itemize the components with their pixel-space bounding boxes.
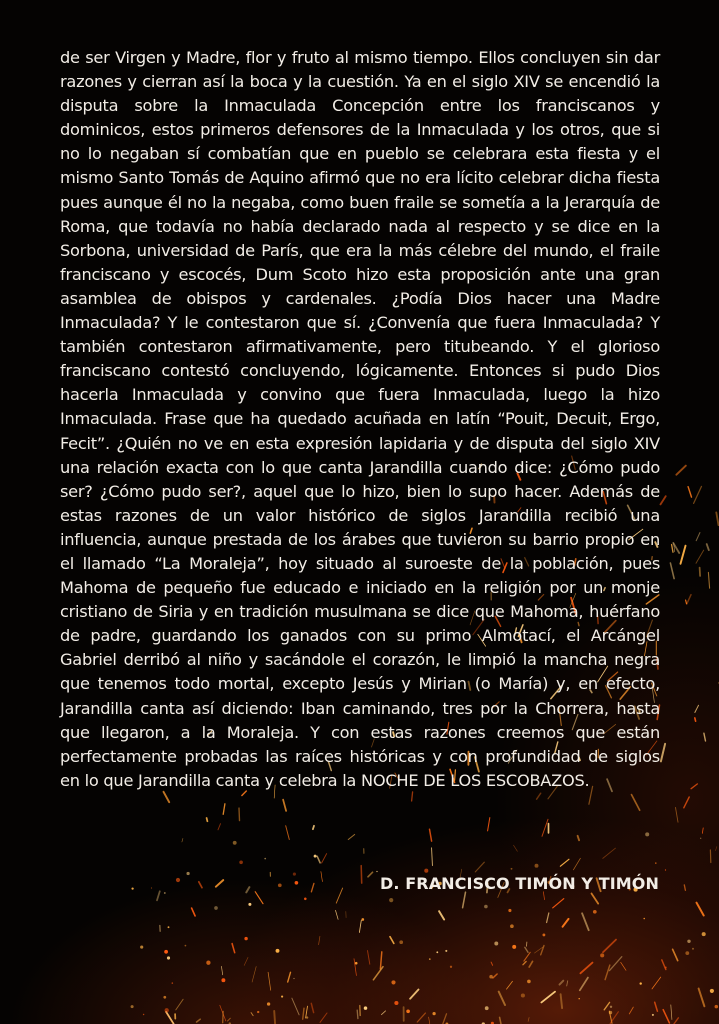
ember-spark (537, 793, 541, 799)
ember-spark (306, 1006, 308, 1018)
ember-glow-dot (172, 982, 173, 983)
ember-spark (348, 835, 354, 840)
ember-glow-dot (535, 864, 539, 868)
ember-glow-dot (665, 869, 666, 870)
ember-spark (410, 990, 418, 999)
ember-spark (695, 705, 699, 712)
ember-glow-dot (406, 1009, 410, 1013)
ember-glow-dot (508, 909, 511, 912)
ember-spark (246, 887, 249, 892)
ember-spark (542, 819, 548, 836)
ember-spark (176, 999, 183, 1010)
ember-glow-dot (643, 918, 645, 920)
ember-spark (192, 908, 196, 916)
ember-spark (311, 1003, 313, 1012)
ember-spark (691, 784, 697, 789)
ember-glow-dot (168, 926, 170, 928)
ember-spark (507, 981, 513, 989)
ember-glow-dot (221, 978, 225, 982)
ember-spark (560, 859, 569, 866)
ember-spark (670, 563, 674, 579)
ember-glow-dot (445, 950, 447, 952)
ember-spark (700, 568, 701, 576)
ember-spark (580, 963, 592, 974)
ember-glow-dot (484, 905, 488, 909)
ember-glow-dot (578, 998, 579, 999)
ember-spark (380, 952, 381, 969)
ember-glow-dot (293, 978, 294, 979)
ember-glow-dot (609, 1011, 612, 1014)
ember-glow-dot (429, 958, 431, 960)
ember-glow-dot (715, 1005, 719, 1009)
ember-spark (463, 892, 466, 908)
ember-spark (283, 800, 286, 811)
ember-glow-dot (665, 966, 667, 968)
ember-glow-dot (655, 862, 656, 863)
ember-spark (390, 937, 394, 944)
ember-glow-dot (233, 841, 237, 845)
ember-glow-dot (293, 873, 296, 876)
ember-spark (321, 872, 323, 882)
ember-spark (157, 891, 160, 900)
ember-spark (605, 965, 610, 980)
ember-spark (182, 838, 183, 842)
ember-glow-dot (248, 903, 251, 906)
ember-spark (632, 795, 640, 811)
ember-spark (603, 940, 616, 953)
ember-glow-dot (176, 878, 180, 882)
ember-spark (303, 1008, 304, 1019)
ember-spark (684, 797, 689, 808)
ember-glow-dot (281, 996, 283, 998)
ember-spark (716, 847, 717, 851)
ember-glow-dot (521, 993, 525, 997)
ember-spark (354, 959, 356, 976)
ember-spark (541, 946, 544, 955)
ember-glow-dot (700, 838, 701, 839)
ember-spark (663, 1010, 669, 1023)
ember-spark (661, 744, 665, 762)
ember-spark (629, 1007, 633, 1014)
ember-spark (239, 808, 240, 821)
ember-spark (688, 487, 691, 497)
ember-spark (368, 872, 373, 877)
ember-spark (288, 972, 291, 982)
ember-glow-dot (652, 1014, 654, 1016)
ember-glow-dot (364, 1006, 368, 1010)
ember-glow-dot (131, 1005, 134, 1008)
ember-spark (439, 911, 444, 919)
ember-glow-dot (165, 1008, 169, 1012)
ember-spark (523, 962, 526, 965)
ember-spark (704, 733, 706, 741)
ember-glow-dot (510, 924, 514, 928)
ember-glow-dot (306, 1016, 308, 1018)
ember-spark (676, 466, 685, 475)
ember-glow-dot (600, 953, 604, 957)
ember-glow-dot (257, 1011, 259, 1013)
ember-spark (336, 888, 342, 903)
ember-spark (412, 792, 413, 801)
ember-spark (681, 546, 686, 564)
ember-glow-dot (131, 887, 133, 889)
ember-spark (671, 1005, 672, 1020)
ember-glow-dot (214, 906, 218, 910)
ember-spark (443, 1014, 447, 1024)
ember-spark (164, 792, 170, 802)
ember-glow-dot (494, 942, 498, 946)
ember-spark (491, 962, 493, 965)
ember-spark (361, 866, 362, 884)
ember-spark (313, 826, 314, 829)
ember-spark (707, 544, 709, 550)
ember-spark (684, 885, 685, 890)
ember-spark (578, 836, 580, 841)
ember-glow-dot (399, 940, 403, 944)
ember-spark (547, 913, 549, 923)
ember-spark (528, 1018, 529, 1022)
ember-spark (216, 880, 223, 887)
ember-spark (674, 1018, 679, 1024)
ember-glow-dot (304, 898, 307, 901)
ember-spark (292, 998, 299, 1015)
ember-spark (500, 1017, 501, 1024)
ember-spark (166, 1012, 174, 1024)
ember-glow-dot (164, 892, 166, 894)
ember-spark (673, 949, 678, 960)
ember-glow-dot (376, 871, 377, 872)
ember-spark (319, 936, 320, 944)
ember-spark (255, 892, 263, 904)
ember-glow-dot (424, 869, 428, 873)
ember-glow-dot (685, 951, 689, 955)
ember-spark (317, 856, 320, 863)
ember-spark (357, 1010, 358, 1019)
author-signature: D. FRANCISCO TIMÓN Y TIMÓN (380, 874, 659, 893)
ember-spark (222, 966, 223, 975)
ember-glow-dot (355, 962, 358, 965)
ember-glow-dot (593, 910, 597, 914)
ember-spark (244, 957, 248, 965)
ember-spark (610, 957, 622, 971)
ember-glow-dot (267, 1002, 270, 1005)
ember-spark (672, 545, 673, 553)
ember-spark (336, 910, 339, 919)
ember-spark (223, 804, 225, 815)
ember-spark (567, 981, 568, 986)
ember-glow-dot (645, 832, 649, 836)
ember-spark (373, 967, 383, 980)
ember-glow-dot (512, 945, 516, 949)
ember-spark (560, 981, 564, 985)
ember-spark (488, 818, 490, 831)
ember-spark (603, 848, 616, 858)
ember-spark (661, 496, 666, 504)
ember-spark (207, 818, 208, 821)
ember-spark (529, 961, 532, 967)
ember-spark (563, 919, 569, 927)
ember-spark (417, 1013, 425, 1022)
ember-glow-dot (206, 961, 210, 965)
ember-glow-dot (361, 918, 364, 921)
ember-spark (687, 595, 691, 604)
ember-spark (359, 920, 361, 932)
ember-glow-dot (436, 951, 438, 953)
ember-glow-dot (186, 872, 189, 875)
ember-spark (524, 952, 530, 961)
ember-glow-dot (164, 950, 168, 954)
ember-glow-dot (140, 946, 143, 949)
ember-spark (251, 1013, 253, 1016)
ember-glow-dot (264, 858, 266, 860)
ember-spark (694, 486, 702, 503)
ember-spark (252, 967, 256, 983)
ember-spark (368, 951, 370, 965)
ember-glow-dot (432, 1012, 435, 1015)
ember-glow-dot (185, 945, 187, 947)
ember-glow-dot (278, 883, 282, 887)
ember-glow-dot (640, 982, 642, 984)
ember-spark (227, 1018, 230, 1021)
ember-spark (514, 845, 518, 851)
ember-spark (695, 718, 696, 721)
ember-spark (697, 903, 704, 916)
ember-spark (499, 992, 505, 1005)
ember-spark (716, 512, 718, 525)
ember-spark (696, 550, 704, 563)
ember-glow-dot (244, 937, 247, 940)
ember-glow-dot (295, 881, 299, 885)
ember-spark (232, 944, 235, 953)
ember-spark (592, 894, 599, 904)
ember-spark (197, 1019, 201, 1022)
ember-glow-dot (276, 949, 280, 953)
ember-spark (429, 1017, 430, 1024)
ember-glow-dot (151, 887, 152, 888)
ember-spark (621, 962, 626, 970)
ember-glow-dot (389, 898, 393, 902)
ember-spark (702, 828, 703, 833)
ember-spark (676, 808, 679, 823)
ember-spark (582, 913, 589, 930)
ember-spark (655, 1002, 658, 1011)
ember-glow-dot (239, 860, 243, 864)
ember-spark (311, 883, 314, 891)
article-body-text: de ser Virgen y Madre, flor y fruto al mismo tiempo. Ellos concluyen sin dar razones y cierran así la boca y la cuestión. Ya en el siglo XIV se encendió la disputa sobre la Inmaculada Concepción entre los franciscanos y dominicos, estos primeros defensores de la Inmaculada y los otros, que si no lo negaban sí combatían que en pueblo se celebrara esta fiesta y el mismo Santo Tomás de Aquino afirmó que no era lícito celebrar dicha fiesta pues aunque él no la negaba, como buen fraile se sometía a la Jerarquía de Roma, que todavía no había declarado nada al respecto y se dice en la Sorbona, universidad de París, que era la más célebre del mundo, el fraile franciscano y escocés, Dum Scoto hizo esta proposición ante una gran asamblea de obispos y cardenales. ¿Podía Dios hacer una Madre Inmaculada? Y le contestaron que sí. ¿Convenía que fuera Inmaculada? Y también contestaron afirmativamente, pero titubeando. Y el glorioso franciscano contestó concluyendo, lógicamente. Entonces si pudo Dios hacerla Inmaculada y convino que fuera Inmaculada, luego la hizo Inmaculada. Frase que ha quedado acuñada en latín “Pouit, Decuit, Ergo, Fecit”. ¿Quién no ve en esta expresión lapidaria y de disputa del siglo XIV una relación exacta con lo que canta Jarandilla cuando dice: ¿Cómo pudo ser? ¿Cómo pudo ser?, aquel que lo hizo, bien lo supo hacer. Además de estas razones de un valor histórico de siglos Jarandilla recibió una influencia, aunque prestada de los árabes que tuvieron su barrio propio en el llamado “La Moraleja”, hoy situado al suroeste de la población, pues Mahoma de pequeño fue educado e iniciado en la religión por un monje cristiano de Siria y en tradición musulmana se dice que Mahoma, huérfano de padre, guardando los ganados con su primo Almotací, el Arcángel Gabriel derribó al niño y sacándole el corazón, le limpió la mancha negra que tenemos todo mortal, excepto Jesús y Mirian (o María) y, en efecto, Jarandilla canta así diciendo: Iban caminando, tres por la Chorrera, hasta que llegaron, a la Moraleja. Y con estas razones creemos que están perfectamente probadas las raíces históricas y con profundidad de siglos en lo que Jarandilla canta y celebra la NOCHE DE LOS ESCOBAZOS. (60, 48, 660, 790)
ember-glow-dot (394, 1001, 398, 1005)
ember-glow-dot (167, 956, 170, 959)
ember-spark (218, 824, 221, 830)
ember-spark (652, 977, 661, 989)
ember-glow-dot (710, 989, 714, 993)
ember-glow-dot (687, 940, 690, 943)
ember-glow-dot (511, 868, 513, 870)
ember-spark (573, 858, 580, 870)
ember-spark (286, 826, 290, 840)
ember-spark (604, 1002, 609, 1009)
ember-glow-dot (485, 1006, 489, 1010)
ember-spark (561, 994, 563, 1008)
ember-glow-dot (702, 932, 706, 936)
ember-glow-dot (542, 933, 545, 936)
ember-spark (382, 1011, 386, 1015)
ember-spark (475, 862, 484, 872)
ember-glow-dot (391, 980, 395, 984)
ember-spark (580, 978, 588, 991)
ember-glow-dot (527, 980, 531, 984)
ember-spark (268, 972, 271, 990)
ember-spark (432, 848, 433, 866)
ember-glow-dot (489, 975, 493, 979)
ember-spark (699, 989, 705, 1007)
ember-spark (541, 992, 555, 1003)
ember-spark (553, 899, 564, 908)
ember-spark (696, 533, 700, 541)
ember-spark (199, 882, 202, 888)
ember-glow-dot (143, 1014, 144, 1015)
ember-spark (525, 947, 528, 952)
ember-glow-dot (163, 996, 166, 999)
ember-glow-dot (610, 1006, 612, 1008)
ember-spark (708, 572, 709, 588)
ember-glow-dot (692, 948, 694, 950)
ember-spark (322, 854, 327, 863)
ember-spark (493, 974, 497, 978)
ember-spark (320, 1013, 327, 1022)
ember-glow-dot (450, 966, 452, 968)
ember-spark (274, 1011, 275, 1024)
ember-glow-dot (314, 855, 317, 858)
ember-spark (430, 829, 432, 841)
